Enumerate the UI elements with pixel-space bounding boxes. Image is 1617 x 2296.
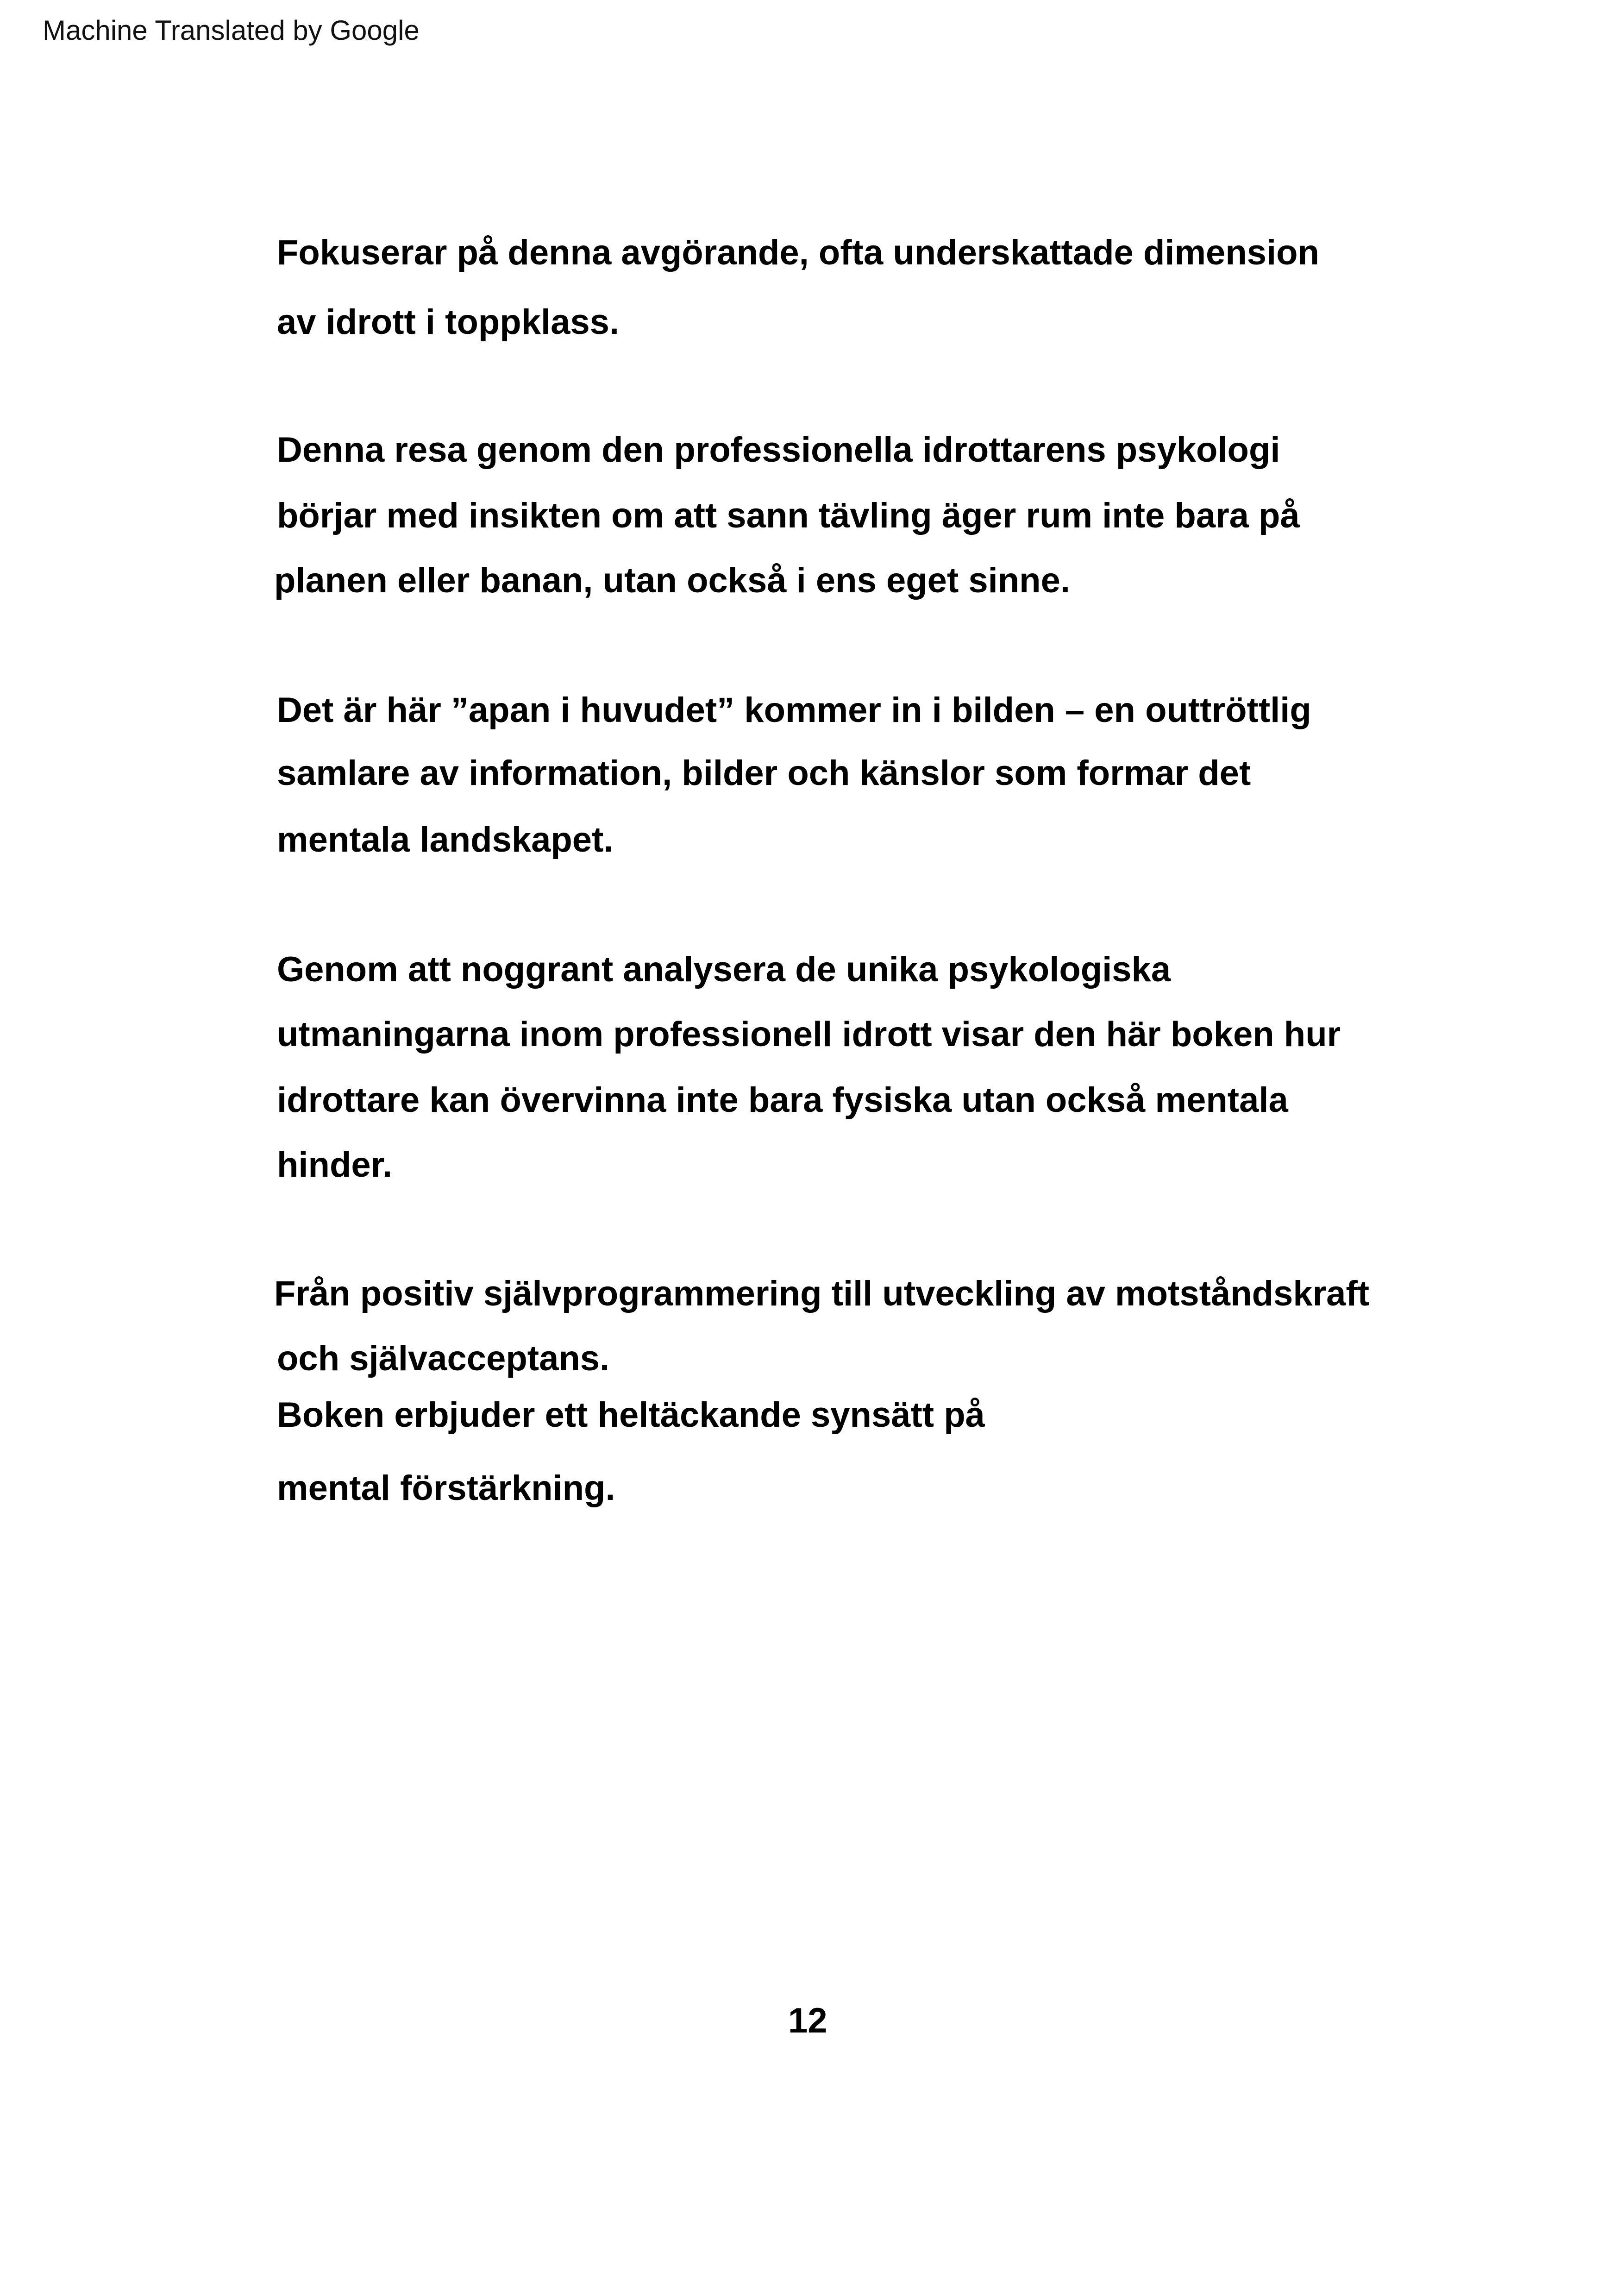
page-number-text: 12 [788, 2001, 827, 2040]
text-line: börjar med insikten om att sann tävling äger rum inte bara på [277, 496, 1300, 535]
text-line: idrottare kan övervinna inte bara fysiska utan också mentala [277, 1080, 1288, 1120]
text-line: Boken erbjuder ett heltäckande synsätt på [277, 1395, 985, 1435]
text-line: samlare av information, bilder och känslor som formar det [277, 753, 1251, 793]
text-line: utmaningarna inom professionell idrott visar den här boken hur [277, 1015, 1341, 1054]
machine-translation-label: Machine Translated by Google [43, 15, 420, 46]
text-line: Fokuserar på denna avgörande, ofta underskattade dimension [277, 233, 1319, 272]
text-line: och självacceptans. [277, 1339, 610, 1378]
text-line: av idrott i toppklass. [277, 302, 620, 342]
text-line: planen eller banan, utan också i ens eget sinne. [274, 561, 1070, 600]
text-line: mental förstärkning. [277, 1468, 615, 1508]
text-line: Denna resa genom den professionella idrottarens psykologi [277, 430, 1280, 470]
text-line: Från positiv självprogrammering till utveckling av motståndskraft [274, 1274, 1370, 1313]
text-line: mentala landskapet. [277, 820, 614, 859]
text-line: Genom att noggrant analysera de unika psykologiska [277, 950, 1171, 989]
text-line: Det är här ”apan i huvudet” kommer in i bilden – en outtröttlig [277, 690, 1311, 730]
text-line: hinder. [277, 1145, 393, 1185]
